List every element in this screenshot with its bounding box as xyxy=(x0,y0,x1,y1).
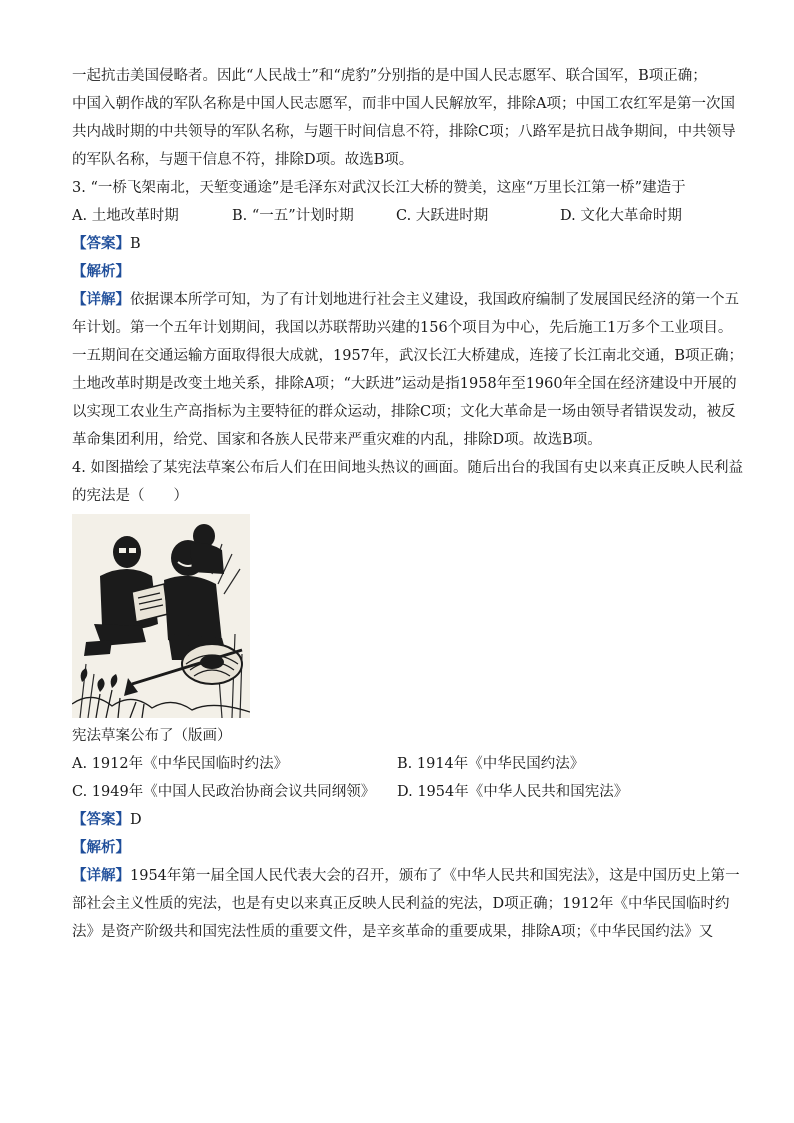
detail-line: 法》是资产阶级共和国宪法性质的重要文件，是辛亥革命的重要成果，排除A项；《中华民国约法》又 xyxy=(72,924,714,940)
answer-line xyxy=(72,806,724,834)
q2-explanation-tail xyxy=(72,62,736,174)
analysis-tag: 【解析】 xyxy=(72,839,130,856)
option-list xyxy=(72,202,724,230)
option-d: D. 文化大革命时期 xyxy=(560,208,682,224)
text-line: 的军队名称，与题干信息不符，排除D项。故选B项。 xyxy=(72,152,414,168)
option-row-2 xyxy=(72,778,724,806)
question-stem: 4. 如图描绘了某宪法草案公布后人们在田间地头热议的画面。随后出台的我国有史以来真正反映人民利益 xyxy=(72,460,743,476)
detail-line: 以实现工农业生产高指标为主要特征的群众运动，排除C项；文化大革命是一场由领导者错误发动，被反 xyxy=(72,404,736,420)
question-3 xyxy=(72,174,744,454)
option-c: C. 大跃进时期 xyxy=(396,208,489,224)
answer-line xyxy=(72,230,724,258)
option-b: B. “一五”计划时期 xyxy=(232,208,354,224)
text-line: 共内战时期的中共领导的军队名称，与题干时间信息不符，排除C项；八路军是抗日战争期间，中共领导 xyxy=(72,124,736,140)
figure-caption: 宪法草案公布了（版画） xyxy=(72,728,232,744)
detail-line: 革命集团利用，给党、国家和各族人民带来严重灾难的内乱，排除D项。故选B项。 xyxy=(72,432,602,448)
detail-line xyxy=(72,286,739,314)
answer-value: D xyxy=(130,812,142,828)
detail-line: 土地改革时期是改变土地关系，排除A项；“大跃进”运动是指1958年至1960年全国在经济建设中开展的 xyxy=(72,376,737,392)
option-d: D. 1954年《中华人民共和国宪法》 xyxy=(397,784,629,800)
detail-line: 年计划。第一个五年计划期间，我国以苏联帮助兴建的156个项目为中心，先后施工1万多个工业项目。 xyxy=(72,320,733,336)
detail-line xyxy=(72,862,740,890)
option-a: A. 1912年《中华民国临时约法》 xyxy=(72,756,289,772)
detail-tag: 【详解】 xyxy=(72,867,130,884)
text-line: 一起抗击美国侵略者。因此“人民战士”和“虎豹”分别指的是中国人民志愿军、联合国军，B项正确； xyxy=(72,68,707,84)
answer-tag: 【答案】 xyxy=(72,811,130,828)
analysis-tag: 【解析】 xyxy=(72,263,130,280)
question-4 xyxy=(72,454,743,946)
option-c: C. 1949年《中国人民政治协商会议共同纲领》 xyxy=(72,784,376,800)
analysis-line xyxy=(72,834,724,862)
detail-text: 1954年第一届全国人民代表大会的召开，颁布了《中华人民共和国宪法》，这是中国历史上第一 xyxy=(130,868,740,884)
answer-tag: 【答案】 xyxy=(72,235,130,252)
analysis-line xyxy=(72,258,724,286)
woodcut-illustration xyxy=(72,514,250,718)
question-stem: 的宪法是（ ） xyxy=(72,488,188,504)
document-page xyxy=(72,62,744,946)
detail-tag: 【详解】 xyxy=(72,291,130,308)
option-a: A. 土地改革时期 xyxy=(72,208,179,224)
answer-value: B xyxy=(130,236,141,252)
detail-text: 依据课本所学可知，为了有计划地进行社会主义建设，我国政府编制了发展国民经济的第一个五 xyxy=(130,292,739,308)
detail-line: 部社会主义性质的宪法，也是有史以来真正反映人民利益的宪法，D项正确；1912年《中华民国临时约 xyxy=(72,896,730,912)
option-b: B. 1914年《中华民国约法》 xyxy=(397,756,585,772)
question-stem: 3. “一桥飞架南北，天堑变通途”是毛泽东对武汉长江大桥的赞美，这座“万里长江第一桥”建造于 xyxy=(72,180,686,196)
woodcut-print-image xyxy=(72,514,250,718)
detail-line: 一五期间在交通运输方面取得很大成就，1957年，武汉长江大桥建成，连接了长江南北交通，B项正确； xyxy=(72,348,744,364)
text-line: 中国入朝作战的军队名称是中国人民志愿军，而非中国人民解放军，排除A项；中国工农红军是第一次国 xyxy=(72,96,735,112)
option-row-1 xyxy=(72,750,724,778)
